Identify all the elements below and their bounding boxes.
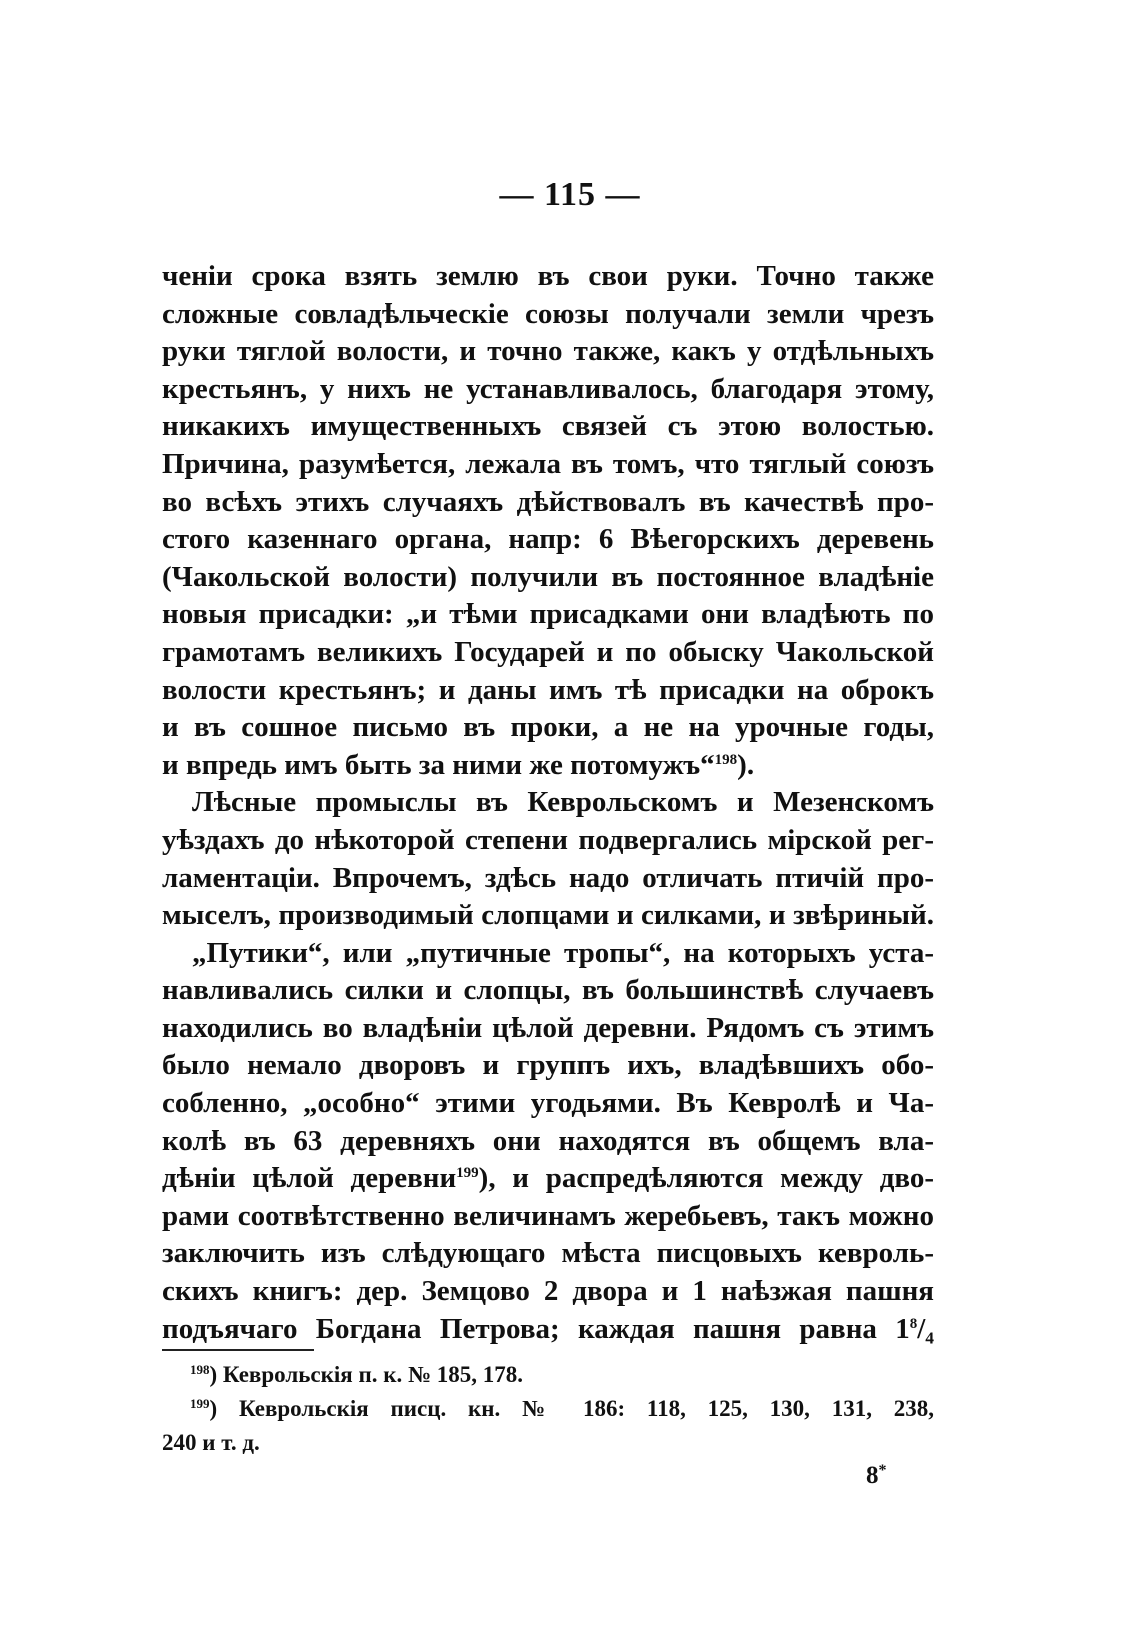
footnote-text: ) Кеврольскія писц. кн. № 186: 118, 125, 130, 131, 238, [209,1396,934,1421]
text-line [162,1311,934,1349]
footnote-199 [162,1392,934,1426]
footnote-ref-199[interactable]: 199 [456,1165,479,1182]
text-segment: дѣніи цѣлой деревни [162,1162,457,1195]
paragraph-start: Лѣсные промыслы въ Кеврольскомъ и Мезенскомъ [192,786,934,819]
text-line [162,1160,934,1198]
text-line: колѣ въ 63 деревняхъ они находятся въ общемъ вла- [162,1124,934,1157]
text-line: (Чакольской волости) получили въ постоянное владѣніе [162,560,934,593]
text-line: рами соотвѣтственно величинамъ жеребьевъ, такъ можно [162,1199,934,1232]
footnote-marker: 199 [190,1396,210,1411]
signature-mark [866,1462,887,1490]
text-line: во всѣхъ этихъ случаяхъ дѣйствовалъ въ качествѣ про- [162,485,934,518]
text-line: заключить изъ слѣдующаго мѣста писцовыхъ кевроль- [162,1237,934,1270]
text-line: мыселъ, производимый слопцами и силками, и звѣриный. [162,899,934,932]
footnotes [162,1358,934,1460]
signature-number: 8 [866,1462,879,1489]
text-line: уѣздахъ до нѣкоторой степени подвергались мірской рег- [162,823,934,856]
footnote-continuation: 240 и т. д. [162,1430,260,1455]
text-line: сложные совладѣльческіе союзы получали земли чрезъ [162,297,934,330]
signature-asterisk: * [878,1462,887,1479]
text-line: новыя присадки: „и тѣми присадками они владѣють по [162,598,934,631]
footnote-198 [162,1358,934,1392]
text-segment: и впредь имъ быть за ними же потомужъ“ [162,748,715,781]
text-line: и въ сошное письмо въ проки, а не на урочные годы, [162,711,934,744]
text-segment: ), и распредѣляются между дво- [478,1162,935,1195]
text-line: грамотамъ великихъ Государей и по обыску Чакольской [162,635,934,668]
text-line: скихъ книгъ: дер. Земцово 2 двора и 1 наѣзжая пашня [162,1275,934,1308]
footnote-marker: 198 [190,1362,210,1377]
text-line: руки тяглой волости, и точно также, какъ у отдѣльныхъ [162,335,934,368]
text-line: крестьянъ, у нихъ не устанавливалось, благодаря этому, [162,372,934,405]
text-line: никакихъ имущественныхъ связей съ этою волостью. [162,410,934,443]
page-number: — 115 — [499,176,641,213]
text-line: находились во владѣніи цѣлой деревни. Рядомъ съ этимъ [162,1011,934,1044]
text-line: собленно, „особно“ этими угодьями. Въ Кевролѣ и Ча- [162,1087,934,1120]
text-segment: подъячаго Богдана Петрова; каждая пашня равна 1 [162,1312,910,1345]
paragraph-start: „Путики“, или „путичные тропы“, на которыхъ уста- [192,936,934,969]
body-text [162,258,934,1348]
text-line: волости крестьянъ; и даны имъ тѣ присадки на оброкъ [162,673,934,706]
text-line: было немало дворовъ и группъ ихъ, владѣвшихъ обо- [162,1049,934,1082]
footnote-ref-198[interactable]: 198 [714,751,738,768]
footnote-text: ) Кеврольскія п. к. № 185, 178. [209,1362,524,1387]
footnote-divider [162,1349,314,1351]
text-line: ламентаціи. Впрочемъ, здѣсь надо отличать птичій про- [162,861,934,894]
text-segment: ). [737,748,755,781]
fraction-numerator: 8 [909,1315,918,1332]
text-line: стого казеннаго органа, напр: 6 Вѣегорскихъ деревень [162,523,934,556]
text-line: Причина, разумѣется, лежала въ томъ, что тяглый союзъ [162,447,934,480]
text-line: ченіи срока взять землю въ свои руки. Точно также [162,260,934,292]
text-line [162,747,934,785]
text-line: навливались силки и слопцы, въ большинствѣ случаевъ [162,974,934,1007]
fraction-denominator: /₄ [917,1312,934,1345]
